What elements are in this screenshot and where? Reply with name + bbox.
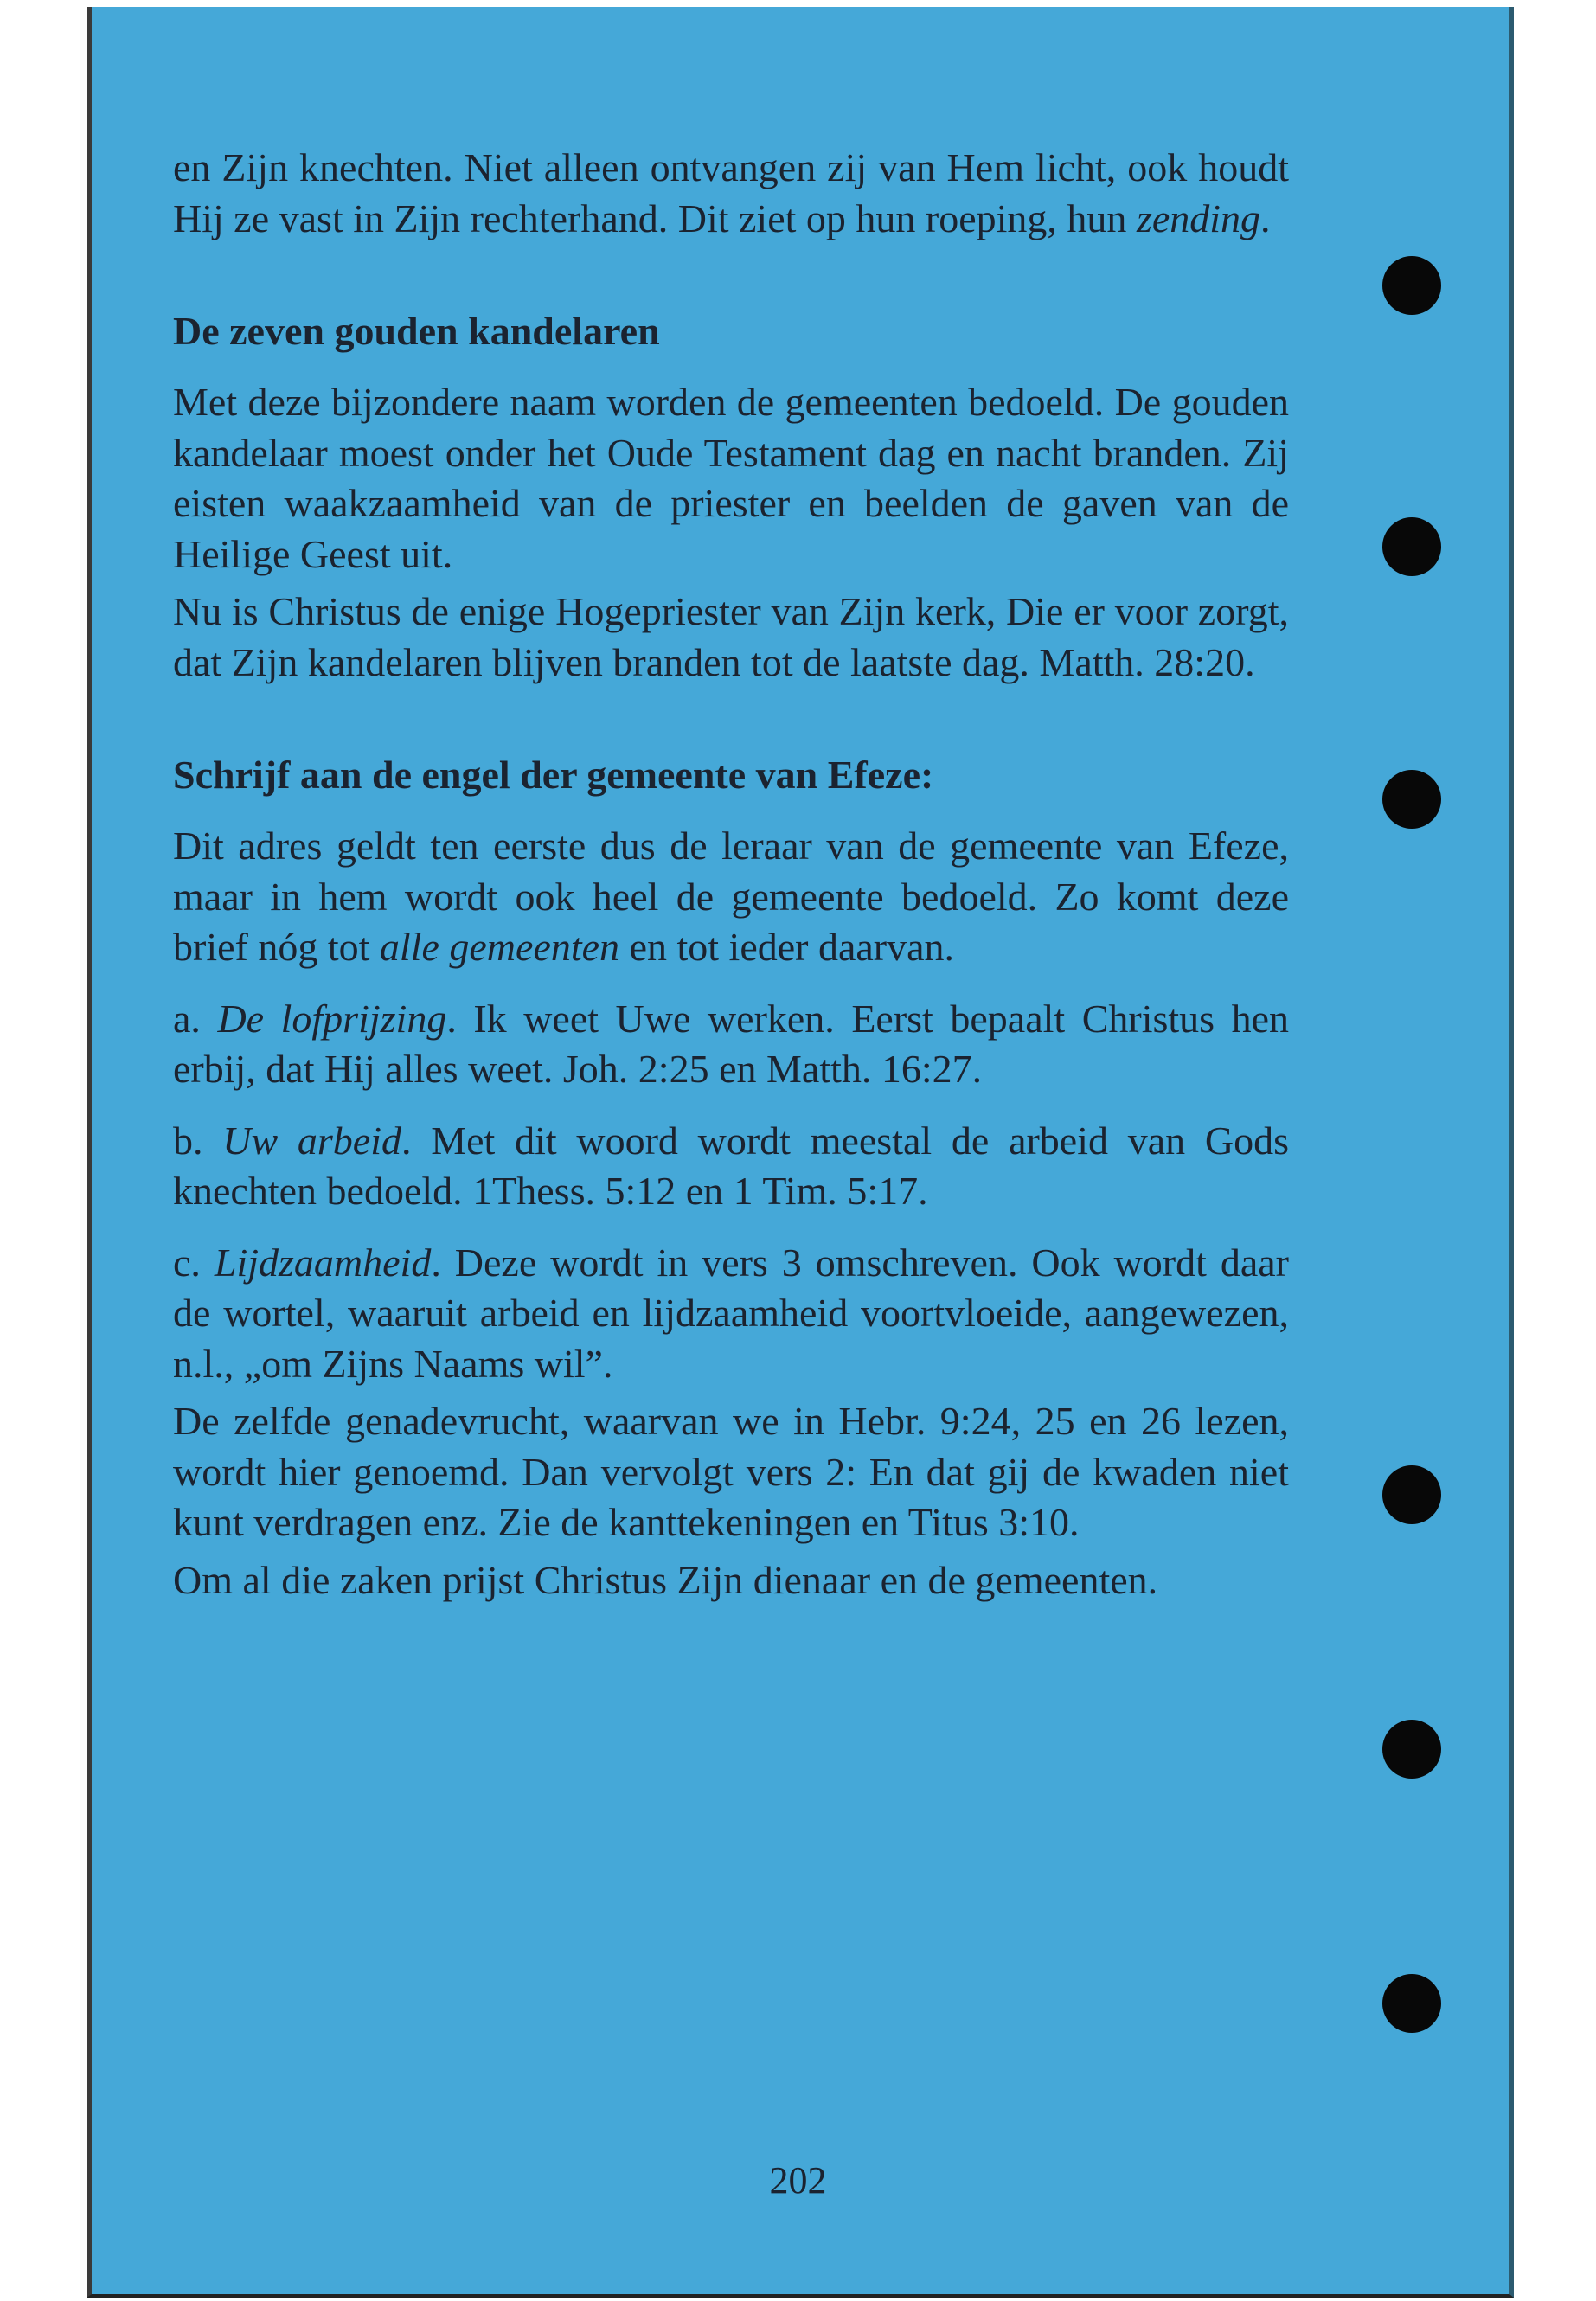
- paragraph-efeze: Dit adres geldt ten eerste dus de leraar van de gemeente van Efeze, maar in hem wordt ook heel de gemeente bedoeld. Zo komt deze brief nóg tot alle gemeenten en tot ieder daarvan.: [173, 824, 1289, 969]
- paragraph-lijdzaamheid: c. Lijdzaamheid. Deze wordt in vers 3 omschreven. Ook wordt daar de wortel, waaruit arbeid en lijdzaamheid voortvloeide, aangewezen, n.l., „om Zijns Naams wil”.: [173, 1240, 1289, 1386]
- punch-hole-5: [1382, 1720, 1441, 1779]
- paragraph-arbeid: b. Uw arbeid. Met dit woord wordt meestal de arbeid van Gods knechten bedoeld. 1Thess. 5:12 en 1 Tim. 5:17.: [173, 1118, 1290, 1213]
- paragraph-kandelaren-1: Met deze bijzondere naam worden de gemeenten bedoeld. De gouden kandelaar moest onder het Oude Testament dag en nacht branden. Zij eisten waakzaamheid van de priester en beelden de gaven van de Heilige Geest uit.: [173, 380, 1289, 576]
- scan-margin-left: [0, 0, 87, 2301]
- page-number: 202: [769, 2159, 827, 2202]
- paragraph-slot: Om al die zaken prijst Christus Zijn dienaar en de gemeenten.: [173, 1557, 1158, 1602]
- punch-hole-4: [1382, 1465, 1441, 1524]
- scan-margin-right: [1514, 0, 1596, 2301]
- paragraph-intro: en Zijn knechten. Niet alleen ontvangen zij van Hem licht, ook houdt Hij ze vast in Zijn rechterhand. Dit ziet op hun roeping, hun zending.: [173, 145, 1289, 240]
- heading-efeze: Schrijf aan de engel der gemeente van Efeze:: [173, 753, 934, 797]
- emphasis-lijdzaamheid: Lijdzaamheid: [214, 1240, 432, 1285]
- paragraph-kandelaren-2: Nu is Christus de enige Hogepriester van Zijn kerk, Die er voor zorgt, dat Zijn kandelaren blijven branden tot de laatste dag. Matth. 28:20.: [173, 589, 1289, 684]
- heading-kandelaren: De zeven gouden kandelaren: [173, 309, 660, 353]
- punch-hole-1: [1382, 256, 1441, 315]
- paragraph-genadevrucht: De zelfde genadevrucht, waarvan we in Hebr. 9:24, 25 en 26 lezen, wordt hier genoemd. Dan vervolgt vers 2: En dat gij de kwaden niet kunt verdragen enz. Zie de kanttekeningen en Titus 3:10.: [173, 1399, 1289, 1544]
- emphasis-arbeid: Uw arbeid: [222, 1118, 401, 1163]
- punch-hole-6: [1382, 1974, 1441, 2033]
- punch-hole-2: [1382, 517, 1441, 576]
- page-text: [173, 143, 1289, 1606]
- emphasis-lofprijzing: De lofprijzing: [217, 996, 447, 1041]
- paragraph-lofprijzing: a. De lofprijzing. Ik weet Uwe werken. Eerst bepaalt Christus hen erbij, dat Hij alles weet. Joh. 2:25 en Matth. 16:27.: [173, 996, 1290, 1091]
- emphasis-zending: zending: [1136, 195, 1261, 240]
- emphasis-alle-gemeenten: alle gemeenten: [379, 925, 620, 969]
- punch-hole-3: [1382, 770, 1441, 829]
